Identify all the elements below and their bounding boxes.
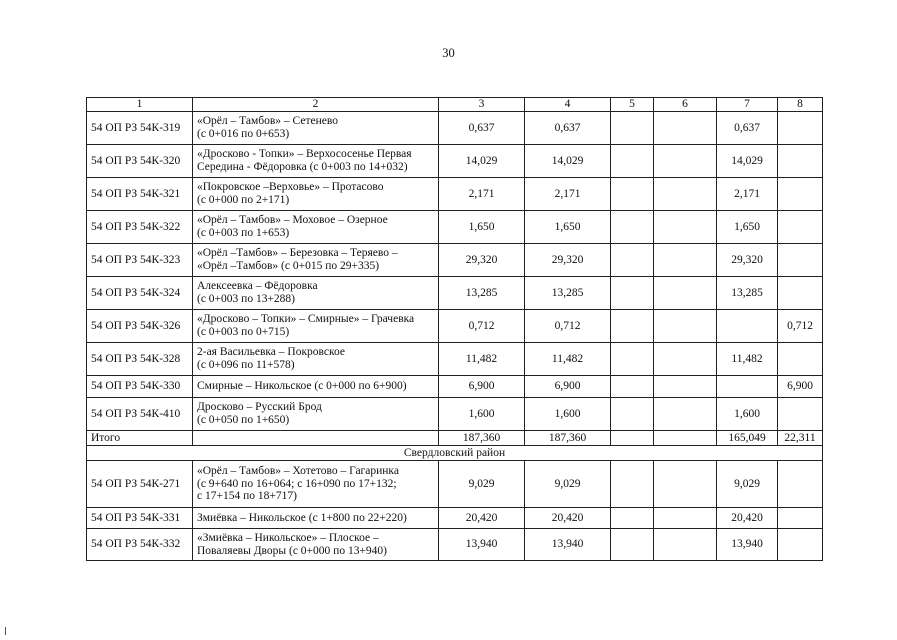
cell-col8: 6,900 [778,376,823,398]
cell-col7: 13,285 [717,277,778,310]
road-name-line: Дросково – Русский Брод [197,401,322,414]
cell-col7: 1,600 [717,398,778,431]
cell-col4: 13,285 [525,277,611,310]
cell-col8 [778,178,823,211]
total-row [87,431,823,446]
road-name-line: 2-ая Васильевка – Покровское [197,346,346,359]
road-name [193,398,439,431]
column-header: 8 [778,98,823,112]
cell-col6 [654,310,717,343]
table-row [87,310,823,343]
cell-col5 [611,178,654,211]
cell-col8 [778,398,823,431]
cell-col7 [717,376,778,398]
cell-col7: 20,420 [717,508,778,529]
road-code: 54 ОП РЗ 54К-321 [87,178,193,211]
cell-col3: 13,285 [439,277,525,310]
cell-col6 [654,211,717,244]
road-name [193,244,439,277]
road-name-line: (с 0+003 по 0+715) [197,326,290,338]
road-name [193,343,439,376]
cell-col4: 29,320 [525,244,611,277]
cell-col7: 29,320 [717,244,778,277]
table-row [87,277,823,310]
margin-tick-mark [5,627,6,635]
road-name [193,529,439,561]
cell-col6 [654,145,717,178]
road-code: 54 ОП РЗ 54К-319 [87,112,193,145]
cell-col8 [778,211,823,244]
cell-col5 [611,244,654,277]
cell-col3: 1,600 [439,398,525,431]
cell-col6 [654,277,717,310]
road-name-line: «Покровское –Верховье» – Протасово [197,181,384,194]
cell-col8 [778,145,823,178]
table-row [87,244,823,277]
cell-col7: 14,029 [717,145,778,178]
cell-col6 [654,244,717,277]
roads-table [86,97,823,561]
table-row [87,508,823,529]
cell-col8 [778,461,823,508]
road-code: 54 ОП РЗ 54К-324 [87,277,193,310]
page-number: 30 [442,46,455,60]
road-code: 54 ОП РЗ 54К-322 [87,211,193,244]
road-name [193,376,439,398]
road-name [193,310,439,343]
cell-col3: 29,320 [439,244,525,277]
cell-col5 [611,277,654,310]
column-header: 1 [87,98,193,112]
column-header: 3 [439,98,525,112]
road-name-line: «Орёл – Тамбов» – Моховое – Озерное [197,214,388,227]
road-name-line: (с 9+640 по 16+064; с 16+090 по 17+132; [197,477,397,490]
cell-col4: 1,600 [525,398,611,431]
road-name-line: «Дросково - Топки» – Верхососенье Первая [197,148,412,161]
column-header: 7 [717,98,778,112]
cell-col3: 0,712 [439,310,525,343]
road-name-line: «Орёл –Тамбов» (с 0+015 по 29+335) [197,260,380,272]
district-row [87,446,823,461]
column-header: 4 [525,98,611,112]
cell-col6 [654,112,717,145]
road-code: 54 ОП РЗ 54К-331 [87,508,193,529]
road-code: 54 ОП РЗ 54К-332 [87,529,193,561]
road-name [193,145,439,178]
cell-col3: 14,029 [439,145,525,178]
cell-col5 [611,508,654,529]
cell-col7: 0,637 [717,112,778,145]
cell-col6 [654,461,717,508]
road-name-line: «Дросково – Топки» – Смирные» – Грачевка [197,313,415,326]
table-row [87,461,823,508]
cell-col6 [654,178,717,211]
district-title: Свердловский район [87,446,823,461]
total-col5 [611,431,654,446]
cell-col4: 2,171 [525,178,611,211]
total-col4: 187,360 [525,431,611,446]
cell-col8: 0,712 [778,310,823,343]
cell-col5 [611,376,654,398]
cell-col4: 6,900 [525,376,611,398]
cell-col3: 9,029 [439,461,525,508]
cell-col7: 9,029 [717,461,778,508]
column-header: 6 [654,98,717,112]
cell-col4: 0,637 [525,112,611,145]
cell-col8 [778,112,823,145]
total-label: Итого [87,431,193,446]
cell-col4: 0,712 [525,310,611,343]
column-header: 2 [193,98,439,112]
road-name-line: Смирные – Никольское (с 0+000 по 6+900) [197,380,407,393]
road-name-line: «Змиёвка – Никольское» – Плоское – [197,531,379,544]
cell-col7: 2,171 [717,178,778,211]
total-name-cell [193,431,439,446]
cell-col3: 6,900 [439,376,525,398]
cell-col3: 11,482 [439,343,525,376]
cell-col6 [654,508,717,529]
cell-col4: 1,650 [525,211,611,244]
column-header: 5 [611,98,654,112]
road-name-line: Змиёвка – Никольское (с 1+800 по 22+220) [197,511,407,524]
cell-col4: 13,940 [525,529,611,561]
road-name-line: «Орёл – Тамбов» – Сетенево [197,115,338,128]
cell-col6 [654,398,717,431]
cell-col3: 2,171 [439,178,525,211]
cell-col4: 9,029 [525,461,611,508]
cell-col5 [611,310,654,343]
table-row [87,211,823,244]
cell-col8 [778,343,823,376]
road-name-line: (с 0+000 по 2+171) [197,194,290,206]
cell-col4: 11,482 [525,343,611,376]
road-code: 54 ОП РЗ 54К-320 [87,145,193,178]
cell-col5 [611,211,654,244]
road-name-line: (с 0+096 по 11+578) [197,359,295,371]
road-code: 54 ОП РЗ 54К-323 [87,244,193,277]
cell-col7: 1,650 [717,211,778,244]
total-col6 [654,431,717,446]
table-row [87,398,823,431]
cell-col6 [654,529,717,561]
cell-col5 [611,343,654,376]
road-name [193,112,439,145]
table-row [87,145,823,178]
cell-col6 [654,343,717,376]
cell-col8 [778,277,823,310]
road-name [193,178,439,211]
cell-col8 [778,244,823,277]
cell-col5 [611,398,654,431]
cell-col6 [654,376,717,398]
road-name [193,508,439,529]
cell-col8 [778,529,823,561]
road-name-line: Алексеевка – Фёдоровка [197,280,318,293]
road-name [193,211,439,244]
cell-col5 [611,112,654,145]
road-name-line: Поваляевы Дворы (с 0+000 по 13+940) [197,544,388,557]
road-name [193,277,439,310]
road-code: 54 ОП РЗ 54К-410 [87,398,193,431]
cell-col4: 20,420 [525,508,611,529]
cell-col3: 1,650 [439,211,525,244]
cell-col8 [778,508,823,529]
table-row [87,529,823,561]
road-name-line: «Орёл –Тамбов» – Березовка – Теряево – [197,247,398,260]
road-name-line: (с 0+050 по 1+650) [197,414,290,426]
road-name-line: (с 0+003 по 1+653) [197,227,290,239]
table-row [87,376,823,398]
road-name-line: (с 0+003 по 13+288) [197,293,296,305]
road-code: 54 ОП РЗ 54К-326 [87,310,193,343]
total-col8: 22,311 [778,431,823,446]
cell-col3: 0,637 [439,112,525,145]
cell-col7: 11,482 [717,343,778,376]
road-name-line: с 17+154 по 18+717) [197,490,297,503]
table-row [87,343,823,376]
road-code: 54 ОП РЗ 54К-330 [87,376,193,398]
road-name [193,461,439,508]
cell-col4: 14,029 [525,145,611,178]
cell-col3: 20,420 [439,508,525,529]
table-row [87,112,823,145]
cell-col5 [611,145,654,178]
cell-col3: 13,940 [439,529,525,561]
road-name-line: «Орёл – Тамбов» – Хотетово – Гагаринка [197,464,399,477]
road-code: 54 ОП РЗ 54К-271 [87,461,193,508]
total-col3: 187,360 [439,431,525,446]
total-col7: 165,049 [717,431,778,446]
table-row [87,178,823,211]
cell-col7 [717,310,778,343]
cell-col5 [611,529,654,561]
cell-col5 [611,461,654,508]
road-code: 54 ОП РЗ 54К-328 [87,343,193,376]
cell-col7: 13,940 [717,529,778,561]
road-name-line: (с 0+016 по 0+653) [197,128,290,140]
road-name-line: Середина - Фёдоровка (с 0+003 по 14+032) [197,161,408,173]
header-row [87,98,823,112]
